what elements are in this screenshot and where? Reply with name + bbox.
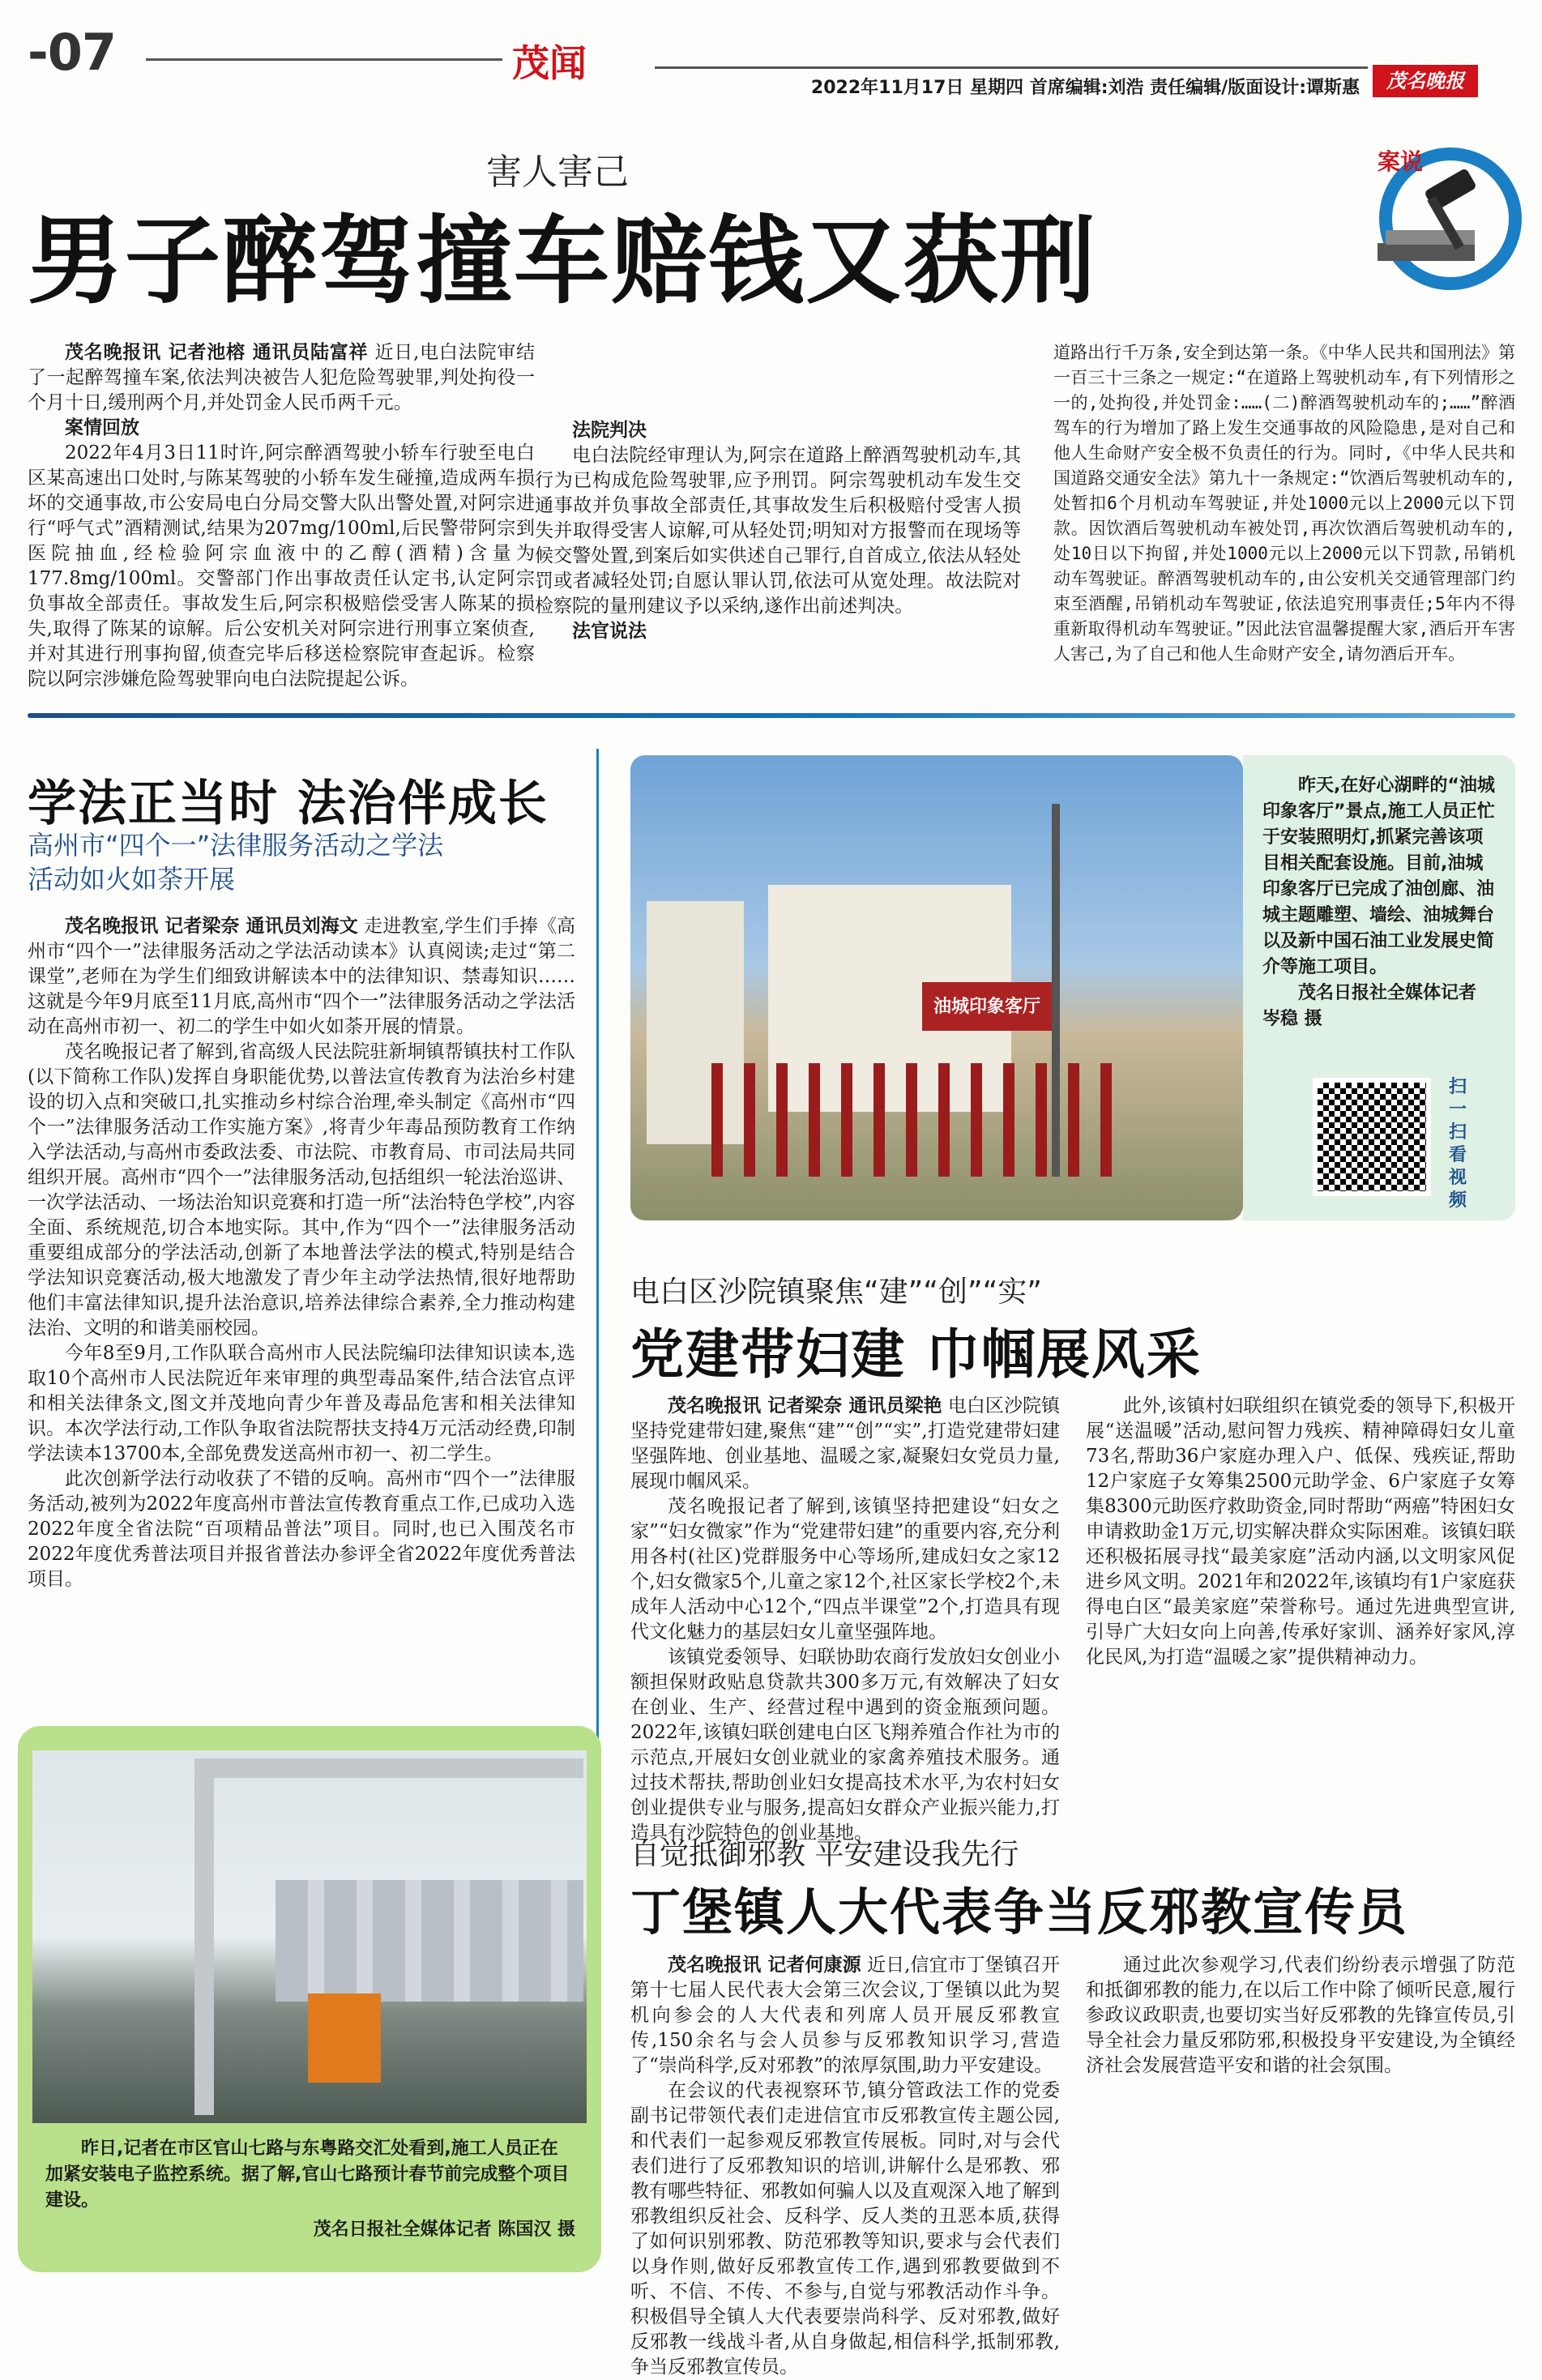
lead-text: 走进教室,学生们手捧《高州市“四个一”法律服务活动之学法活动读本》认真阅读;走过“第二课堂”,老师在为学生们细致讲解读本中的法律知识、禁毒知识……这就是今年9月底至11月底,高州市“四个一”法律服务活动之学法活动在高州市初一、初二的学生中如火如荼开展的情景。 bbox=[28, 916, 575, 1037]
photo1-credit: 茂名日报社全媒体记者 岑稳 摄 bbox=[1262, 983, 1477, 1029]
subhead: 法官说法 bbox=[572, 621, 647, 642]
byline: 茂名晚报讯 记者梁奈 通讯员刘海文 bbox=[65, 916, 358, 937]
photo-oil-city-lobby bbox=[630, 755, 1243, 1220]
article1-col1 bbox=[28, 340, 535, 793]
photo1-caption: 昨天,在好心湖畔的“油城印象客厅”景点,施工人员正忙于安装照明灯,抓紧完善该项目相关配套设施。目前,油城印象客厅已完成了油创廊、油城主题雕塑、墙绘、油城舞台以及新中国石油工业发展史简介等施工项目。 bbox=[1262, 776, 1495, 977]
paragraph: 茂名晚报记者了解到,省高级人民法院驻新垌镇帮镇扶村工作队(以下简称工作队)发挥自身职能优势,以普法宣传教育为法治乡村建设的切入点和突破口,扎实推动乡村综合治理,牵头制定《高州市“四个一”法律服务活动工作实施方案》,将青少年毒品预防教育工作纳入学法活动,与高州市委政法委、市法院、市教育局、市司法局共同组织开展。高州市“四个一”法律服务活动,包括组织一轮法治巡讲、一次学法活动、一场法治知识竞赛和打造一所“法治特色学校”,内容全面、系统规范,切合本地实际。其中,作为“四个一”法律服务活动重要组成部分的学法活动,创新了本地普法学法的模式,特别是结合学法知识竞赛活动,极大地激发了青少年主动学法热情,很好地帮助他们丰富法律知识,提升法治意识,培养法律综合素养,全力推动构建法治、文明的和谐美丽校园。 bbox=[28, 1041, 575, 1339]
subhead: 案情回放 bbox=[65, 417, 139, 438]
qr-code[interactable] bbox=[1313, 1078, 1431, 1196]
header-rule bbox=[146, 58, 502, 61]
qr-label: 扫一扫看视频 bbox=[1449, 1077, 1467, 1211]
gavel-icon bbox=[1345, 130, 1515, 300]
paragraph: 电白法院经审理认为,阿宗在道路上醉酒驾驶机动车,其行为已构成危险驾驶罪,应予刑罚。阿宗驾驶机动车发生交通事故并负事故全部责任,其事故发生后积极赔付受害人损失并取得受害人谅解,可从轻处罚;明知对方报警而在现场等候交警处置,到案后如实供述自己罪行,自首成立,依法从轻处罚或者减轻处罚;自愿认罪认罚,依法可从宽处理。故法院对检察院的量刑建议予以采纳,遂作出前述判决。 bbox=[535, 445, 1021, 617]
section-title: 茂闻 bbox=[512, 41, 587, 85]
article2-body bbox=[28, 914, 575, 1592]
paragraph: 此外,该镇村妇联组织在镇党委的领导下,积极开展“送温暖”活动,慰问智力残疾、精神障碍妇女儿童73名,帮助36户家庭办理入户、低保、残疾证,帮助12户家庭子女筹集2500元助学金、6户家庭子女筹集8300元助医疗救助资金,同时帮助“两癌”特困妇女申请救助金1万元,切实解决群众实际困难。该镇妇联还积极拓展寻找“最美家庭”活动内涵,以文明家风促进乡风文明。2021年和2022年,该镇均有1户家庭获得电白区“最美家庭”荣誉称号。通过先进典型宣讲,引导广大妇女向上向善,传承好家训、涵养好家风,淳化民风,为打造“温暖之家”提供精神动力。 bbox=[1086, 1395, 1516, 1668]
byline: 茂名晚报讯 记者池榕 通讯员陆富祥 bbox=[65, 342, 369, 363]
lead-text: 近日,电白法院审结了一起醉驾撞车案,依法判决被告人犯危险驾驶罪,判处拘役一个月十日,缓刑两个月,并处罚金人民币两千元。 bbox=[28, 342, 536, 413]
photo-road-monitor bbox=[32, 1750, 587, 2123]
article4-col2 bbox=[1086, 1953, 1515, 2079]
lead-text: 电白区沙院镇坚持党建带妇建,聚焦“建”“创”“实”,打造党建带妇建坚强阵地、创业基地、温暖之家,凝聚妇女党员力量,展现巾帼风采。 bbox=[630, 1395, 1061, 1492]
gantry-pole bbox=[194, 1758, 214, 2115]
article2-title: 学法正当时 法治伴成长 bbox=[28, 776, 549, 832]
article2-subtitle: 高州市“四个一”法律服务活动之学法活动如火如荼开展 bbox=[28, 830, 444, 895]
article4-title: 丁堡镇人大代表争当反邪教宣传员 bbox=[630, 1882, 1409, 1942]
gantry-arm bbox=[194, 1758, 583, 1778]
article1-kicker: 害人害己 bbox=[486, 152, 629, 193]
paragraph: 今年8至9月,工作队联合高州市人民法院编印法律知识读本,选取10个高州市人民法院近年来审理的典型毒品案件,结合法官点评和相关法律条文,图文并茂地向青少年普及毒品危害和相关法律知识。本次学法行动,工作队争取省法院帮扶支持4万元活动经费,印制学法读本13700本,全部免费发送高州市初一、初二学生。 bbox=[28, 1343, 575, 1464]
badge-text: 案说 bbox=[1378, 148, 1424, 175]
paragraph: 该镇党委领导、妇联协助农商行发放妇女创业小额担保财政贴息贷款共300多万元,有效解决了妇女在创业、生产、经营过程中遇到的资金瓶颈问题。2022年,该镇妇联创建电白区飞翔养殖合作社为市的示范点,开展妇女创业就业的家禽养殖技术服务。通过技术帮扶,帮助创业妇女提高技术水平,为农村妇女创业提供专业与服务,提高妇女群众产业振兴能力,打造具有沙院特色的创业基地。 bbox=[630, 1647, 1060, 1844]
byline: 茂名晚报讯 记者梁奈 通讯员梁艳 bbox=[668, 1395, 942, 1416]
paragraph: 2022年4月3日11时许,阿宗醉酒驾驶小轿车行驶至电白区某高速出口处时,与陈某驾驶的小轿车发生碰撞,造成两车损坏的交通事故,市公安局电白分局交警大队出警处置,对阿宗进行“呼气式”酒精测试,结果为207mg/100ml,后民警带阿宗到医院抽血,经检验阿宗血液中的乙醇(酒精)含量为177.8mg/100ml。交警部门作出事故责任认定书,认定阿宗负事故全部责任。事故发生后,阿宗积极赔偿受害人陈某的损失,取得了陈某的谅解。后公安机关对阿宗进行刑事立案侦查,并对其进行刑事拘留,侦查完毕后移送检察院审查起诉。检察院以阿宗涉嫌危险驾驶罪向电白法院提起公诉。 bbox=[28, 442, 535, 690]
lead-text: 近日,信宜市丁堡镇召开第十七届人民代表大会第三次会议,丁堡镇以此为契机向参会的人大代表和列席人员开展反邪教宣传,150余名与会人员参与反邪教知识学习,营造了“崇尚科学,反对邪教”的浓厚氛围,助力平安建设。 bbox=[630, 1955, 1060, 2076]
issue-info: 2022年11月17日 星期四 首席编辑:刘浩 责任编辑/版面设计:谭斯惠 bbox=[655, 66, 1368, 96]
paragraph: 此次创新学法行动收获了不错的反响。高州市“四个一”法律服务活动,被列为2022年度高州市普法宣传教育重点工作,已成功入选2022年度全省法院“百项精品普法”项目。同时,也已入围茂名市2022年度优秀普法项目并报省普法办参评全省2022年度优秀普法项目。 bbox=[28, 1468, 575, 1590]
page-number: -07 bbox=[28, 23, 117, 82]
photo2-credit: 茂名日报社全媒体记者 陈国汉 摄 bbox=[313, 2220, 575, 2240]
masthead-logo: 茂名晚报 bbox=[1373, 65, 1478, 97]
article4-kicker: 自觉抵御邪教 平安建设我先行 bbox=[630, 1838, 1019, 1871]
sign-board: 油城印象客厅 bbox=[922, 982, 1052, 1031]
article3-col1 bbox=[630, 1394, 1060, 1846]
article3-col2 bbox=[1086, 1394, 1515, 1670]
paragraph: 通过此次参观学习,代表们纷纷表示增强了防范和抵御邪教的能力,在以后工作中除了倾听民意,履行参政议政职责,也要切实当好反邪教的先锋宣传员,引导全社会力量反邪防邪,积极投身平安建设,为全镇经济社会发展营造平安和谐的社会氛围。 bbox=[1086, 1955, 1515, 2076]
article3-title: 党建带妇建 巾帼展风采 bbox=[630, 1323, 1202, 1386]
work-truck bbox=[308, 1993, 381, 2083]
city-skyline bbox=[276, 1880, 583, 2002]
paragraph: 道路出行千万条,安全到达第一条。《中华人民共和国刑法》第一百三十三条之一规定:“在道路上驾驶机动车,有下列情形之一的,处拘役,并处罚金:……(二)醉酒驾驶机动车的;……”醉酒驾车的行为增加了路上发生交通事故的风险隐患,是对自己和他人生命财产安全极不负责任的行为。同时,《中华人民共和国道路交通安全法》第九十一条规定:“饮酒后驾驶机动车的,处暂扣6个月机动车驾驶证,并处1000元以上2000元以下罚款。因饮酒后驾驶机动车被处罚,再次饮酒后驾驶机动车的,处10日以下拘留,并处1000元以上2000元以下罚款,吊销机动车驾驶证。醉酒驾驶机动车的,由公安机关交通管理部门约束至酒醒,吊销机动车驾驶证,依法追究刑事责任;5年内不得重新取得机动车驾驶证。”因此法官温馨提醒大家,酒后开车害人害己,为了自己和他人生命财产安全,请勿酒后开车。 bbox=[1053, 343, 1515, 664]
red-sculpture bbox=[711, 1063, 1117, 1177]
paragraph: 茂名晚报记者了解到,该镇坚持把建设“妇女之家”“妇女微家”作为“党建带妇建”的重要内容,充分利用各村(社区)党群服务中心等场所,建成妇女之家12个,妇女微家5个,儿童之家12个,社区家长学校2个,未成年人活动中心12个,“四点半课堂”2个,打造具有现代文化魅力的基层妇女儿童坚强阵地。 bbox=[630, 1496, 1060, 1643]
subhead: 法院判决 bbox=[572, 420, 647, 441]
case-talk-badge bbox=[1345, 130, 1515, 300]
photo1-caption-box bbox=[1243, 755, 1515, 1220]
photo2-caption: 昨日,记者在市区官山七路与东粤路交汇处看到,施工人员正在加紧安装电子监控系统。据了解,官山七路预计春节前完成整个项目建设。 bbox=[45, 2139, 570, 2211]
paragraph: 在会议的代表视察环节,镇分管政法工作的党委副书记带领代表们走进信宜市反邪教宣传主题公园,和代表们一起参观反邪教宣传展板。同时,对与会代表们进行了反邪教知识的培训,讲解什么是邪教、邪教有哪些特征、邪教如何骗人以及直观深入地了解到邪教组织反社会、反科学、反人类的丑恶本质,获得了如何识别邪教、防范邪教等知识,要求与会代表们以身作则,做好反邪教宣传工作,遇到邪教要做到不听、不信、不传、不参与,自觉与邪教活动作斗争。积极倡导全镇人大代表要崇尚科学、反对邪教,做好反邪教一线战斗者,从自身做起,相信科学,抵制邪教,争当反邪教宣传员。 bbox=[630, 2080, 1060, 2378]
article1-title: 男子醉驾撞车赔钱又获刑 bbox=[28, 205, 1098, 317]
article1-col2 bbox=[535, 340, 1021, 644]
section-divider bbox=[28, 713, 1515, 718]
article4-col1 bbox=[630, 1953, 1060, 2378]
article1-col3 bbox=[1053, 340, 1515, 667]
byline: 茂名晚报讯 记者何康源 bbox=[668, 1955, 861, 1976]
article3-kicker: 电白区沙院镇聚焦“建”“创”“实” bbox=[630, 1275, 1042, 1309]
